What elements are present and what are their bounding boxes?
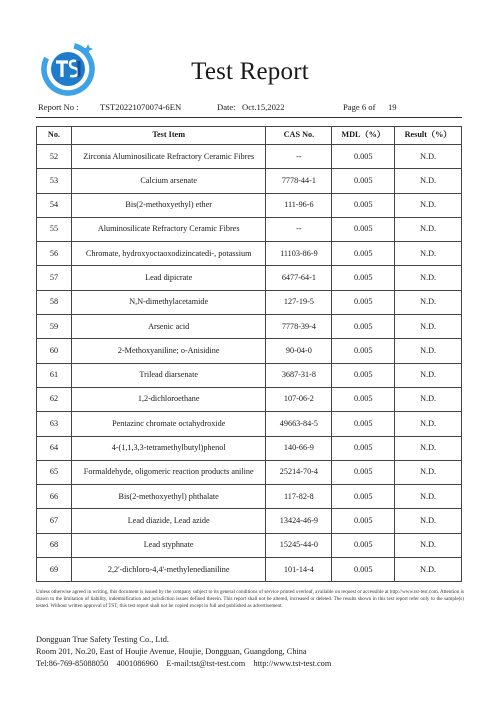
row-no: 61 — [37, 363, 72, 387]
column-header-mdl: MDL（%） — [332, 127, 395, 145]
row-result: N.D. — [395, 533, 462, 557]
table-row — [37, 558, 462, 582]
row-cas-no: 140-66-9 — [266, 436, 332, 460]
row-test-item: Trilead diarsenate — [71, 363, 266, 387]
row-no: 63 — [37, 412, 72, 436]
row-cas-no: 7778-39-4 — [266, 315, 332, 339]
row-test-item: 2,2'-dichloro-4,4'-methylenedianiline — [71, 558, 266, 582]
row-mdl: 0.005 — [332, 290, 395, 314]
date-label: Date: — [217, 102, 236, 112]
row-cas-no: 49663-84-5 — [266, 412, 332, 436]
table-row — [37, 290, 462, 314]
row-mdl: 0.005 — [332, 412, 395, 436]
row-cas-no: 7778-44-1 — [266, 169, 332, 193]
row-result: N.D. — [395, 193, 462, 217]
table-row — [37, 363, 462, 387]
row-result: N.D. — [395, 485, 462, 509]
table-row — [37, 412, 462, 436]
row-no: 65 — [37, 460, 72, 484]
row-cas-no: 107-06-2 — [266, 387, 332, 411]
row-result: N.D. — [395, 169, 462, 193]
row-mdl: 0.005 — [332, 193, 395, 217]
row-mdl: 0.005 — [332, 460, 395, 484]
column-header-no: No. — [37, 127, 72, 145]
date-value: Oct.15,2022 — [242, 102, 285, 112]
report-no-value: TST20221070074-6EN — [100, 102, 182, 112]
row-result: N.D. — [395, 509, 462, 533]
row-test-item: Calcium arsenate — [71, 169, 266, 193]
table-row — [37, 315, 462, 339]
row-no: 64 — [37, 436, 72, 460]
row-cas-no: 13424-46-9 — [266, 509, 332, 533]
row-test-item: Lead styphnate — [71, 533, 266, 557]
row-result: N.D. — [395, 339, 462, 363]
row-test-item: 4-(1,1,3,3-tetramethylbutyl)phenol — [71, 436, 266, 460]
row-no: 67 — [37, 509, 72, 533]
row-no: 69 — [37, 558, 72, 582]
row-no: 53 — [37, 169, 72, 193]
row-test-item: Formaldehyde, oligomeric reaction products aniline — [71, 460, 266, 484]
row-no: 59 — [37, 315, 72, 339]
row-no: 60 — [37, 339, 72, 363]
row-result: N.D. — [395, 558, 462, 582]
row-mdl: 0.005 — [332, 266, 395, 290]
row-cas-no: 90-04-0 — [266, 339, 332, 363]
row-cas-no: 11103-86-9 — [266, 242, 332, 266]
row-no: 62 — [37, 387, 72, 411]
row-result: N.D. — [395, 315, 462, 339]
row-cas-no: 6477-64-1 — [266, 266, 332, 290]
row-result: N.D. — [395, 242, 462, 266]
row-test-item: Bis(2-methoxyethyl) phthalate — [71, 485, 266, 509]
company-name: Dongguan True Safety Testing Co., Ltd. — [36, 635, 169, 644]
disclaimer-text: Unless otherwise agreed in writing, this document is issued by the company subject to its general conditions of service printed overleaf, available on request or accessible at http://www.tst-test.com. Attention is drawn to the limitation of liability, indemnification and jurisdiction issues defined therein. This report shall not be altered, increased or deleted. The results shown in this test report refer only to the sample(s) tested. Without written approval of TST, this test report shall not be copied except in full and published as advertisement. — [36, 589, 464, 609]
header-divider — [36, 117, 462, 118]
company-contact: Tel:86-769-85088050 4001086960 E-mail:tst@tst-test.com http://www.tst-test.com — [36, 659, 332, 669]
row-cas-no: 111-96-6 — [266, 193, 332, 217]
row-cas-no: 127-19-5 — [266, 290, 332, 314]
table-row — [37, 217, 462, 241]
row-no: 58 — [37, 290, 72, 314]
row-no: 66 — [37, 485, 72, 509]
page-total: 19 — [388, 102, 397, 112]
row-result: N.D. — [395, 363, 462, 387]
table-row — [37, 460, 462, 484]
row-result: N.D. — [395, 266, 462, 290]
table-row — [37, 145, 462, 169]
column-header-result: Result（%） — [395, 127, 462, 145]
row-no: 68 — [37, 533, 72, 557]
row-test-item: Aluminosilicate Refractory Ceramic Fibres — [71, 217, 266, 241]
row-mdl: 0.005 — [332, 436, 395, 460]
row-result: N.D. — [395, 436, 462, 460]
row-test-item: 1,2-dichloroethane — [71, 387, 266, 411]
table-row — [37, 509, 462, 533]
row-no: 55 — [37, 217, 72, 241]
page-title: Test Report — [191, 58, 309, 85]
row-result: N.D. — [395, 290, 462, 314]
table-row — [37, 169, 462, 193]
table-row — [37, 387, 462, 411]
table-row — [37, 533, 462, 557]
row-test-item: Arsenic acid — [71, 315, 266, 339]
row-cas-no: -- — [266, 217, 332, 241]
report-no-label: Report No : — [38, 102, 79, 112]
row-test-item: N,N-dimethylacetamide — [71, 290, 266, 314]
column-header-test-item: Test Item — [71, 127, 266, 145]
row-test-item: Lead diazide, Lead azide — [71, 509, 266, 533]
row-mdl: 0.005 — [332, 169, 395, 193]
row-mdl: 0.005 — [332, 509, 395, 533]
row-mdl: 0.005 — [332, 145, 395, 169]
table-row — [37, 436, 462, 460]
table-row — [37, 193, 462, 217]
row-cas-no: 101-14-4 — [266, 558, 332, 582]
row-no: 57 — [37, 266, 72, 290]
table-header-row — [37, 127, 462, 145]
row-mdl: 0.005 — [332, 558, 395, 582]
row-test-item: 2-Methoxyaniline; o-Anisidine — [71, 339, 266, 363]
row-cas-no: 15245-44-0 — [266, 533, 332, 557]
row-mdl: 0.005 — [332, 242, 395, 266]
page-label: Page 6 of — [343, 102, 376, 112]
row-mdl: 0.005 — [332, 363, 395, 387]
table-row — [37, 242, 462, 266]
row-cas-no: 117-82-8 — [266, 485, 332, 509]
table-row — [37, 339, 462, 363]
row-result: N.D. — [395, 412, 462, 436]
row-test-item: Bis(2-methoxyethyl) ether — [71, 193, 266, 217]
row-test-item: Chromate, hydroxyoctaoxodizincatedi-, potassium — [71, 242, 266, 266]
table-row — [37, 266, 462, 290]
row-mdl: 0.005 — [332, 339, 395, 363]
row-mdl: 0.005 — [332, 485, 395, 509]
row-test-item: Zirconia Aluminosilicate Refractory Ceramic Fibres — [71, 145, 266, 169]
row-result: N.D. — [395, 145, 462, 169]
row-no: 52 — [37, 145, 72, 169]
row-no: 56 — [37, 242, 72, 266]
row-cas-no: 3687-31-8 — [266, 363, 332, 387]
row-result: N.D. — [395, 387, 462, 411]
row-cas-no: -- — [266, 145, 332, 169]
row-result: N.D. — [395, 217, 462, 241]
row-mdl: 0.005 — [332, 387, 395, 411]
row-mdl: 0.005 — [332, 217, 395, 241]
column-header-cas-no: CAS No. — [266, 127, 332, 145]
test-results-table — [36, 126, 462, 582]
row-result: N.D. — [395, 460, 462, 484]
table-row — [37, 485, 462, 509]
row-cas-no: 25214-70-4 — [266, 460, 332, 484]
row-mdl: 0.005 — [332, 315, 395, 339]
row-no: 54 — [37, 193, 72, 217]
company-address: Room 201, No.20, East of Houjie Avenue, Houjie, Dongguan, Guangdong, China — [36, 647, 307, 657]
row-mdl: 0.005 — [332, 533, 395, 557]
company-footer — [36, 634, 331, 670]
row-test-item: Lead dipicrate — [71, 266, 266, 290]
row-test-item: Pentazinc chromate octahydroxide — [71, 412, 266, 436]
